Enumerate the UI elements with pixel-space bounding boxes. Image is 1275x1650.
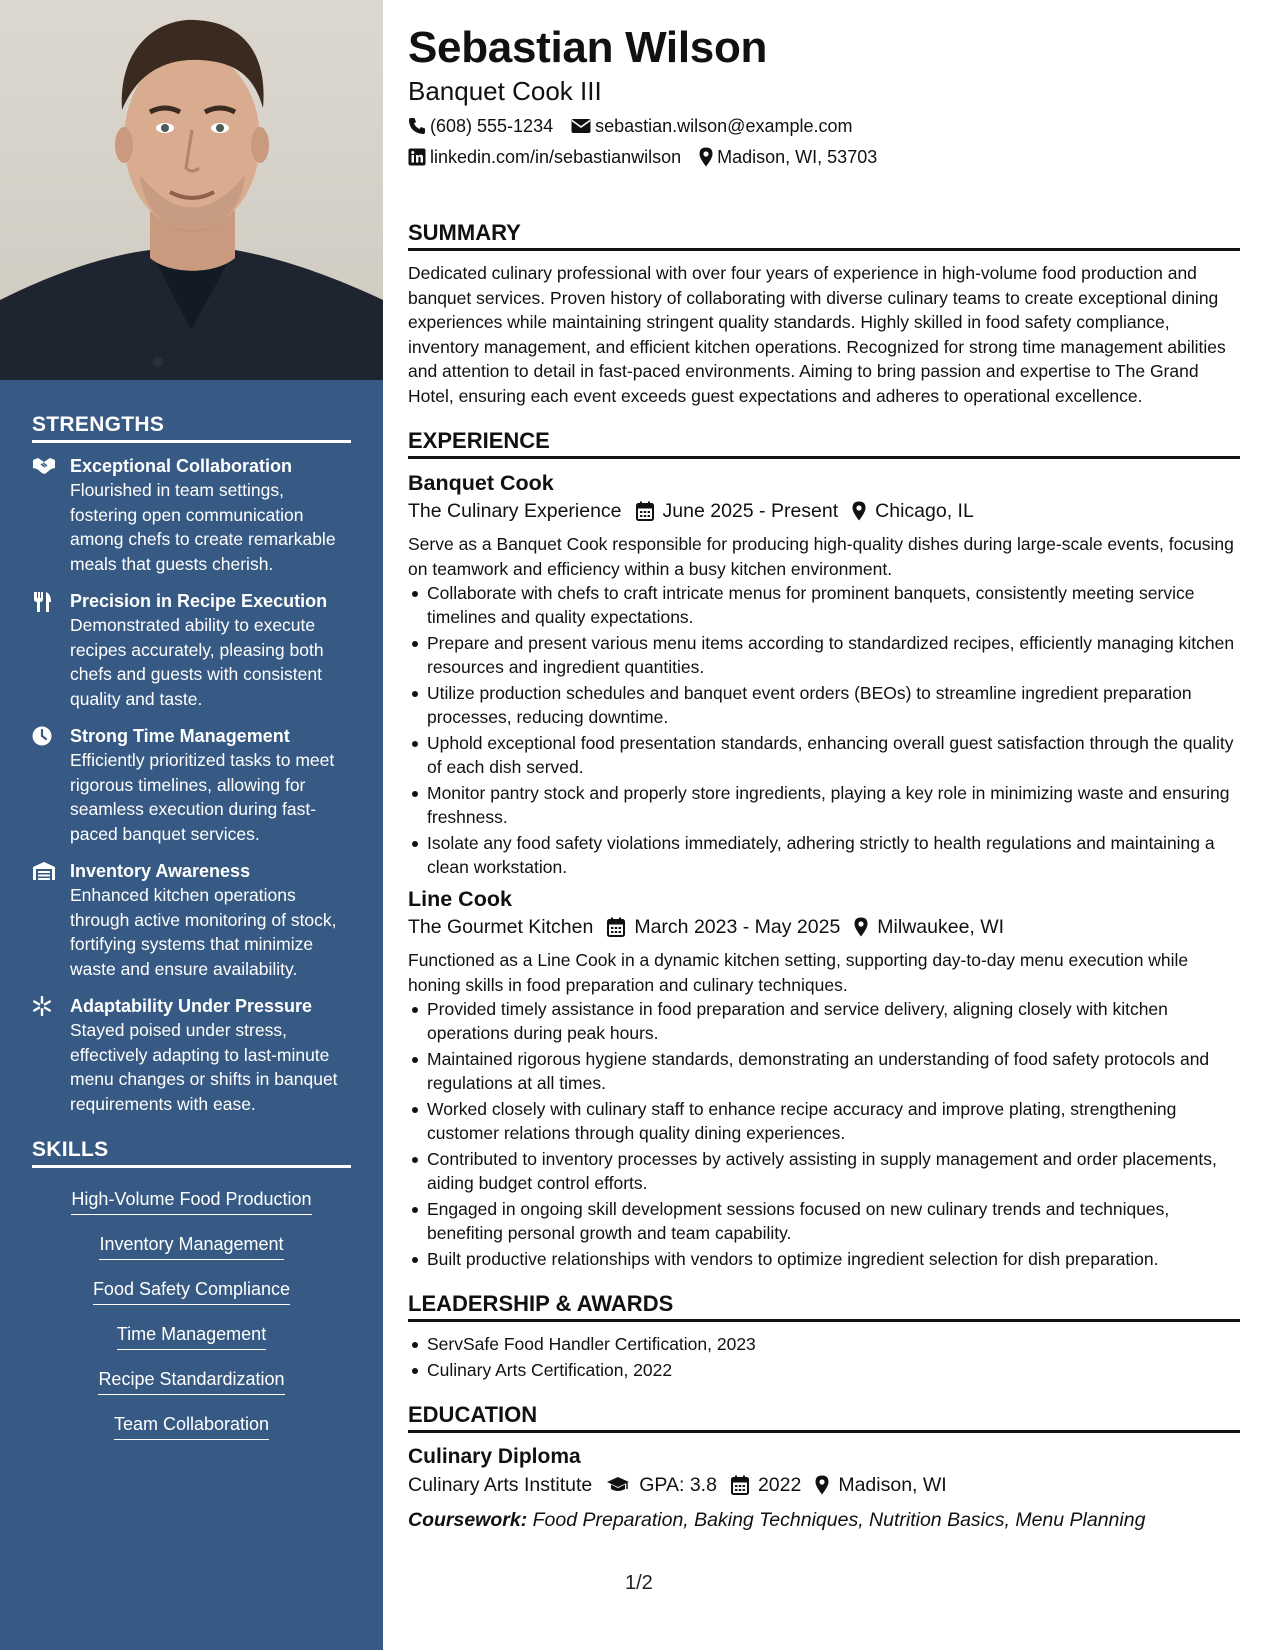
summary-text: Dedicated culinary professional with over four years of experience in high-volume food production and banquet services. Proven history of collaborating with diverse culinary teams to create exceptional dining experiences while maintaining stringent quality standards. Highly skilled in food safety compliance, inventory management, and efficient kitchen operations. Recognized for strong time management abilities and attention to detail in fast-paced environments. Aiming to bring passion and expertise to The Grand Hotel, ensuring each event exceeds guest expectations and adheres to operational excellence. [408, 263, 1226, 406]
calendar-icon [731, 1475, 749, 1495]
strength-description: Demonstrated ability to execute recipes accurately, pleasing both chefs and guests with consistent quality and taste. [70, 615, 324, 709]
job-role: Banquet Cook III [408, 76, 602, 106]
candidate-name: Sebastian Wilson [408, 23, 768, 72]
location-contact [699, 146, 877, 168]
envelope-icon [571, 118, 591, 134]
skill-tag: Team Collaboration [114, 1412, 269, 1440]
profile-photo [0, 0, 383, 380]
company-name: The Gourmet Kitchen [408, 916, 594, 938]
strength-description: Flourished in team settings, fostering open communication among chefs to create remarkable meals that guests cherish. [70, 480, 336, 574]
strength-item [32, 994, 351, 1116]
contact-row [408, 115, 1240, 137]
job-description: Functioned as a Line Cook in a dynamic kitchen setting, supporting day-to-day menu execution while honing skills in food preparation and culinary techniques. [408, 950, 1189, 995]
linkedin-contact[interactable] [408, 146, 681, 168]
job-entry [408, 885, 1240, 1271]
phone-contact[interactable] [408, 115, 553, 137]
job-bullets [408, 997, 1240, 1271]
map-pin-icon [852, 501, 866, 521]
job-entry [408, 469, 1240, 879]
job-location: Chicago, IL [875, 500, 974, 522]
coursework-label: Coursework: [408, 1509, 528, 1531]
warehouse-icon [32, 859, 70, 981]
list-item: Monitor pantry stock and properly store ingredients, playing a key role in minimizing waste and ensuring freshness. [408, 781, 1240, 829]
list-item: Contributed to inventory processes by actively assisting in supply management and order placements, aiding budget control efforts. [408, 1147, 1240, 1195]
strength-title: Exceptional Collaboration [70, 456, 293, 476]
list-item: Uphold exceptional food presentation standards, enhancing overall guest satisfaction through the quality of each dish served. [408, 731, 1240, 779]
job-location: Milwaukee, WI [877, 916, 1005, 938]
phone-icon [408, 117, 426, 135]
education-heading: EDUCATION [408, 1402, 1240, 1433]
map-pin-icon [815, 1475, 829, 1495]
school-name: Culinary Arts Institute [408, 1474, 593, 1496]
strength-title: Inventory Awareness [70, 861, 251, 881]
job-title: Line Cook [408, 887, 512, 911]
strength-title: Precision in Recipe Execution [70, 591, 328, 611]
clock-icon [32, 724, 70, 846]
summary-heading: SUMMARY [408, 220, 1240, 251]
skill-list [32, 1179, 351, 1457]
home-location: Madison, WI, 53703 [717, 147, 878, 167]
skill-tag: Recipe Standardization [98, 1367, 284, 1395]
list-item: Culinary Arts Certification, 2022 [408, 1358, 1240, 1382]
skills-heading: SKILLS [32, 1138, 351, 1168]
page-number: 1/2 [625, 1572, 653, 1594]
job-dates: March 2023 - May 2025 [634, 916, 841, 938]
list-item: Collaborate with chefs to craft intricate menus for prominent banquets, consistently meeting service timelines and quality expectations. [408, 581, 1240, 629]
strengths-heading: STRENGTHS [32, 413, 351, 443]
strength-item [32, 454, 351, 576]
map-pin-icon [854, 917, 868, 937]
handshake-icon [32, 454, 70, 576]
skills-section [32, 1138, 351, 1457]
strength-title: Adaptability Under Pressure [70, 996, 313, 1016]
main-content [408, 22, 1240, 1534]
email-address: sebastian.wilson@example.com [595, 116, 853, 136]
job-title: Banquet Cook [408, 471, 554, 495]
job-meta [408, 497, 1240, 525]
coursework [408, 1506, 1240, 1534]
list-item: Built productive relationships with vendors to optimize ingredient selection for dish preparation. [408, 1247, 1240, 1271]
strength-item [32, 724, 351, 846]
strength-title: Strong Time Management [70, 726, 290, 746]
contact-row [408, 146, 1240, 168]
list-item: ServSafe Food Handler Certification, 2023 [408, 1332, 1240, 1356]
graduation-cap-icon [606, 1476, 630, 1494]
strength-description: Enhanced kitchen operations through active monitoring of stock, fortifying systems that minimize waste and ensure availability. [70, 885, 337, 979]
email-contact[interactable] [571, 115, 852, 137]
awards-heading: LEADERSHIP & AWARDS [408, 1291, 1240, 1322]
job-meta [408, 913, 1240, 941]
linkedin-url: linkedin.com/in/sebastianwilson [430, 147, 682, 167]
strength-description: Stayed poised under stress, effectively adapting to last-minute menu changes or shifts in banquet requirements with ease. [70, 1020, 338, 1114]
skill-tag: Time Management [117, 1322, 266, 1350]
strength-item [32, 589, 351, 711]
degree-title: Culinary Diploma [408, 1445, 581, 1468]
skill-tag: Food Safety Compliance [93, 1277, 290, 1305]
linkedin-icon [408, 148, 426, 166]
skill-tag: Inventory Management [99, 1232, 283, 1260]
snowflake-icon [32, 994, 70, 1116]
list-item: Prepare and present various menu items according to standardized recipes, efficiently managing kitchen resources and ingredient quantities. [408, 631, 1240, 679]
job-description: Serve as a Banquet Cook responsible for producing high-quality dishes during large-scale events, focusing on teamwork and efficiency within a busy kitchen environment. [408, 534, 1234, 579]
list-item: Maintained rigorous hygiene standards, demonstrating an understanding of food safety protocols and regulations at all times. [408, 1047, 1240, 1095]
strength-item [32, 859, 351, 981]
portrait-illustration [0, 0, 383, 380]
coursework-list: Food Preparation, Baking Techniques, Nutrition Basics, Menu Planning [532, 1509, 1146, 1531]
calendar-icon [607, 917, 625, 937]
utensils-icon [32, 589, 70, 711]
list-item: Worked closely with culinary staff to enhance recipe accuracy and improve plating, strengthening customer relations through quality dining experiences. [408, 1097, 1240, 1145]
skill-tag: High-Volume Food Production [71, 1187, 311, 1215]
job-bullets [408, 581, 1240, 879]
company-name: The Culinary Experience [408, 500, 622, 522]
list-item: Engaged in ongoing skill development sessions focused on new culinary trends and techniques, benefiting personal growth and team capability. [408, 1197, 1240, 1245]
list-item: Utilize production schedules and banquet event orders (BEOs) to streamline ingredient preparation processes, reducing downtime. [408, 681, 1240, 729]
job-dates: June 2025 - Present [662, 500, 839, 522]
map-pin-icon [699, 147, 713, 167]
sidebar [0, 0, 383, 1650]
education-meta [408, 1471, 1240, 1499]
school-location: Madison, WI [838, 1474, 947, 1496]
strength-description: Efficiently prioritized tasks to meet rigorous timelines, allowing for seamless execution during fast-paced banquet services. [70, 750, 335, 844]
awards-list [408, 1332, 1240, 1382]
calendar-icon [636, 501, 654, 521]
list-item: Isolate any food safety violations immediately, adhering strictly to health regulations and maintaining a clean workstation. [408, 831, 1240, 879]
experience-heading: EXPERIENCE [408, 428, 1240, 459]
graduation-year: 2022 [757, 1474, 802, 1496]
gpa-value: GPA: 3.8 [639, 1474, 717, 1496]
list-item: Provided timely assistance in food preparation and service delivery, aligning closely with kitchen operations during peak hours. [408, 997, 1240, 1045]
phone-number: (608) 555-1234 [430, 116, 554, 136]
